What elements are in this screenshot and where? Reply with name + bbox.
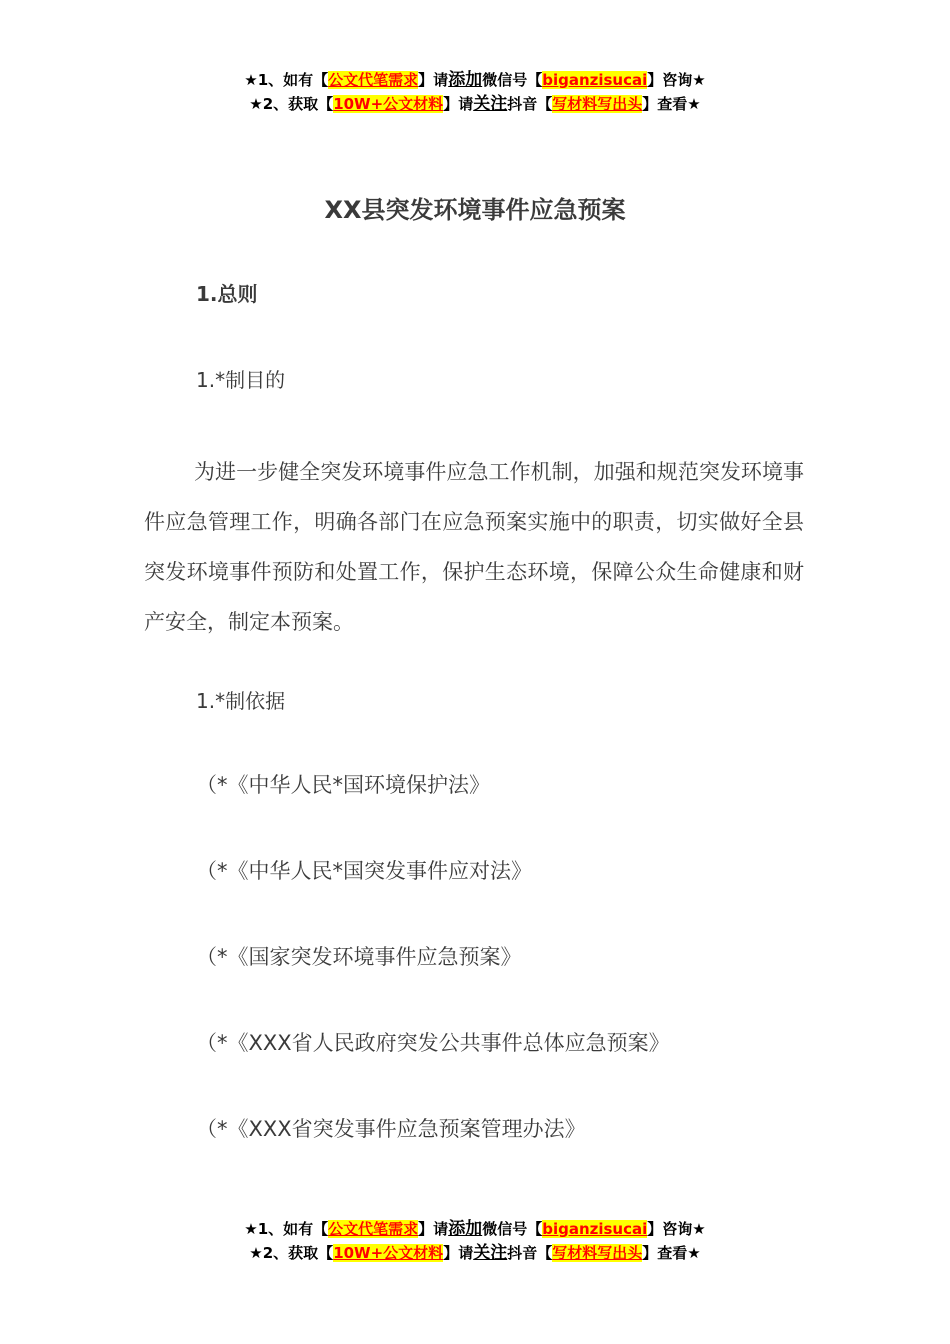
- highlight-service: 公文代笔需求: [328, 71, 419, 89]
- highlight-douyin-account: 写材料写出头: [552, 95, 643, 113]
- banner-text: 抖音【: [507, 1244, 553, 1262]
- banner-text: 】查看★: [642, 1244, 701, 1262]
- underlined-follow: 关注: [473, 94, 508, 114]
- paragraph-purpose: 为进一步健全突发环境事件应急工作机制，加强和规范突发环境事件应急管理工作，明确各部门在应急预案实施中的职责，切实做好全县突发环境事件预防和处置工作，保护生态环境，保障公众生命健康和财产安全，制定本预案。: [144, 460, 804, 634]
- banner-text: ★2、获取【: [249, 1244, 334, 1262]
- highlight-wechat-id: biganzisucai: [542, 71, 648, 89]
- basis-item: （*《国家突发环境事件应急预案》: [196, 945, 522, 969]
- banner-line-2: [0, 92, 950, 116]
- underlined-add: 添加: [448, 70, 483, 90]
- section-heading-general: 1.总则: [196, 282, 258, 306]
- document-title: XX县突发环境事件应急预案: [324, 196, 626, 224]
- basis-item: （*《XXX省突发事件应急预案管理办法》: [196, 1117, 586, 1141]
- highlight-service: 公文代笔需求: [328, 1220, 419, 1238]
- highlight-douyin-account: 写材料写出头: [552, 1244, 643, 1262]
- basis-item: （*《中华人民*国突发事件应对法》: [196, 859, 532, 883]
- underlined-follow: 关注: [473, 1243, 508, 1263]
- subheading-purpose: 1.*制目的: [196, 368, 286, 392]
- basis-item: （*《XXX省人民政府突发公共事件总体应急预案》: [196, 1031, 670, 1055]
- banner-text: 】咨询★: [647, 1220, 706, 1238]
- banner-bottom: [0, 1217, 950, 1265]
- banner-text: 抖音【: [507, 95, 553, 113]
- banner-text: 微信号【: [482, 71, 543, 89]
- banner-text: 】请: [418, 71, 449, 89]
- banner-text: ★1、如有【: [244, 71, 329, 89]
- banner-text: 】请: [418, 1220, 449, 1238]
- basis-item: （*《中华人民*国环境保护法》: [196, 773, 490, 797]
- banner-text: 】查看★: [642, 95, 701, 113]
- banner-text: 微信号【: [482, 1220, 543, 1238]
- banner-text: ★2、获取【: [249, 95, 334, 113]
- highlight-wechat-id: biganzisucai: [542, 1220, 648, 1238]
- underlined-add: 添加: [448, 1219, 483, 1239]
- banner-text: 】请: [443, 95, 474, 113]
- banner-line-1: [0, 1217, 950, 1241]
- highlight-materials: 10W+公文材料: [333, 1244, 444, 1262]
- banner-line-1: [0, 68, 950, 92]
- banner-text: ★1、如有【: [244, 1220, 329, 1238]
- banner-text: 】咨询★: [647, 71, 706, 89]
- banner-text: 】请: [443, 1244, 474, 1262]
- banner-line-2: [0, 1241, 950, 1265]
- banner-top: [0, 68, 950, 116]
- highlight-materials: 10W+公文材料: [333, 95, 444, 113]
- subheading-basis: 1.*制依据: [196, 689, 286, 713]
